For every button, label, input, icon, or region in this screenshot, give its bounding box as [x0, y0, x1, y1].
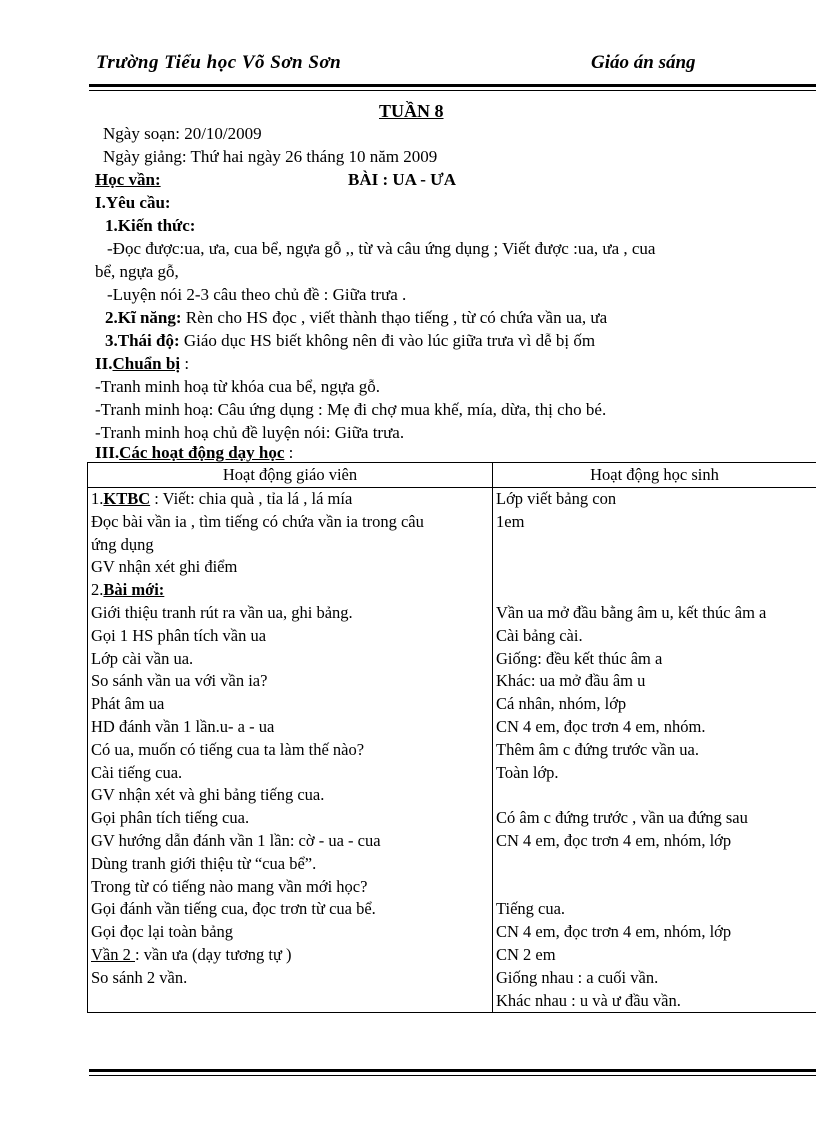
- teacher-column-header: Hoạt động giáo viên: [88, 463, 493, 488]
- teacher-line-post: Có ua, muốn có tiếng cua ta làm thế nào?: [91, 739, 365, 759]
- student-line: Tiếng cua.: [496, 899, 566, 919]
- preparation-item-2: -Tranh minh hoạ: Câu ứng dụng : Mẹ đi chợ mua khế, mía, dừa, thị cho bé.: [95, 400, 607, 419]
- teacher-line-post: GV nhận xét và ghi bảng tiếng cua.: [91, 785, 325, 805]
- teacher-line: [91, 876, 492, 899]
- student-line: Lớp viết bảng con: [496, 489, 617, 508]
- table-header-row: [88, 463, 816, 488]
- teacher-line-post: HD đánh vần 1 lần.u- a - ua: [91, 716, 275, 736]
- attitude-label: 3.Thái độ:: [105, 331, 180, 350]
- teacher-line-post: Giới thiệu tranh rút ra vần ua, ghi bảng.: [91, 602, 353, 622]
- student-line: CN 4 em, đọc trơn 4 em, nhóm, lớp: [496, 922, 732, 942]
- teacher-line: [91, 648, 492, 671]
- teacher-line-u: Vần 2: [91, 944, 135, 964]
- student-line: 1em: [496, 511, 525, 531]
- student-line: [496, 853, 816, 876]
- activities-prefix: III.: [95, 443, 120, 462]
- student-line: Cá nhân, nhóm, lớp: [496, 694, 627, 714]
- teacher-line-post: Phát âm ua: [91, 694, 165, 714]
- student-line: Thêm âm c đứng trước vần ua.: [496, 739, 700, 759]
- student-line: Vần ua mở đầu bằng âm u, kết thúc âm a: [496, 602, 767, 622]
- activities-suffix: :: [284, 443, 294, 462]
- attitude-line: [105, 329, 595, 352]
- teacher-line-pre: 1.: [91, 489, 104, 508]
- teacher-line-post: Dùng tranh giới thiệu từ “cua bể”.: [91, 853, 317, 873]
- header-rule-thin: [89, 90, 816, 91]
- student-column-header: Hoạt động học sinh: [493, 463, 816, 488]
- teacher-line: [91, 670, 492, 693]
- lesson-title: BÀI : UA - ƯA: [348, 170, 456, 189]
- teacher-line: [91, 739, 492, 762]
- teacher-line-post: Trong từ có tiếng nào mang vần mới học?: [91, 876, 368, 896]
- teacher-line: [91, 602, 492, 625]
- table-row: [88, 488, 816, 1013]
- preparation-heading: [95, 352, 189, 375]
- teacher-line-post: Cài tiếng cua.: [91, 762, 183, 782]
- teacher-line-post: : Viết: chia quà , tỉa lá , lá mía: [150, 489, 353, 508]
- teacher-line-post: Gọi đánh vần tiếng cua, đọc trơn từ cua bể.: [91, 899, 376, 919]
- teacher-line: [91, 898, 492, 921]
- activities-heading: [95, 441, 293, 464]
- teacher-line: [91, 488, 492, 511]
- teacher-line: [91, 625, 492, 648]
- teacher-line-post: Gọi phân tích tiếng cua.: [91, 808, 250, 828]
- student-line: CN 4 em, đọc trơn 4 em, nhóm, lớp: [496, 830, 732, 850]
- teacher-line-post: GV hướng dẫn đánh vần 1 lần: cờ - ua - cua: [91, 830, 381, 850]
- teacher-line: [91, 693, 492, 716]
- teacher-line-post: Đọc bài vần ia , tìm tiếng có chứa vần ia trong câu: [91, 511, 424, 531]
- subject-label: Học vần:: [95, 170, 161, 189]
- student-line: [496, 876, 816, 899]
- teacher-line: [91, 967, 492, 990]
- requirements-heading: I.Yêu cầu:: [95, 193, 171, 212]
- student-line: [496, 534, 816, 557]
- teacher-line: [91, 511, 492, 534]
- student-line: Khác nhau : u và ư đầu vần.: [496, 990, 681, 1010]
- teacher-line: [91, 921, 492, 944]
- teacher-line-post: So sánh vần ua với vần ia?: [91, 671, 268, 691]
- knowledge-line-1: -Đọc được:ua, ưa, cua bể, ngựa gỗ ,, từ và câu ứng dụng ; Viết được :ua, ưa , cua: [107, 239, 656, 258]
- preparation-item-3: -Tranh minh hoạ chủ đề luyện nói: Giữa trưa.: [95, 423, 405, 442]
- week-title: TUẦN 8: [379, 101, 444, 121]
- student-line: Có âm c đứng trước , vần ua đứng sau: [496, 808, 748, 828]
- activities-table: [87, 462, 816, 1013]
- teacher-line: [91, 556, 492, 579]
- knowledge-line-3: -Luyện nói 2-3 câu theo chủ đề : Giữa trưa .: [107, 285, 407, 304]
- teacher-line-post: ứng dụng: [91, 534, 154, 554]
- student-line: Toàn lớp.: [496, 762, 559, 782]
- teacher-line: [91, 534, 492, 557]
- preparation-item-1: -Tranh minh hoạ từ khóa cua bể, ngựa gỗ.: [95, 377, 381, 396]
- teacher-line: [91, 807, 492, 830]
- preparation-suffix: :: [180, 354, 190, 373]
- student-line: Giống: đều kết thúc âm a: [496, 648, 663, 668]
- prep-date: Ngày soạn: 20/10/2009: [103, 124, 262, 143]
- student-line: Cài bảng cài.: [496, 625, 583, 645]
- attitude-text: Giáo dục HS biết không nên đi vào lúc giữa trưa vì dễ bị ốm: [179, 331, 596, 350]
- lesson-plan-header: Giáo án sáng: [591, 52, 696, 73]
- skills-text: Rèn cho HS đọc , viết thành thạo tiếng , từ có chứa vần ua, ưa: [181, 308, 608, 327]
- teacher-line: [91, 990, 492, 1013]
- teacher-line: [91, 762, 492, 785]
- student-line: CN 4 em, đọc trơn 4 em, nhóm.: [496, 716, 706, 736]
- teacher-line-post: So sánh 2 vần.: [91, 967, 188, 987]
- teacher-line-post: : vần ưa (dạy tương tự ): [135, 944, 292, 964]
- student-line: Giống nhau : a cuối vần.: [496, 967, 659, 987]
- teacher-line-post: GV nhận xét ghi điểm: [91, 557, 238, 577]
- teacher-line-pre: 2.: [91, 580, 104, 600]
- teacher-line: [91, 784, 492, 807]
- skills-line: [105, 306, 607, 329]
- student-line: [496, 784, 816, 807]
- preparation-title: Chuẩn bị: [112, 354, 181, 373]
- teacher-line-post: Gọi đọc lại toàn bảng: [91, 922, 234, 942]
- teacher-activities-cell: [88, 488, 493, 1013]
- teacher-line-u: Bài mới:: [103, 580, 165, 600]
- school-name-header: Trường Tiểu học Võ Sơn Sơn: [96, 52, 342, 73]
- footer-rule-thick: [89, 1069, 816, 1072]
- student-line: [496, 556, 816, 579]
- teacher-line: [91, 830, 492, 853]
- preparation-prefix: II.: [95, 354, 113, 373]
- teacher-line: [91, 716, 492, 739]
- activities-title: Các hoạt động dạy học: [119, 443, 285, 462]
- teacher-line: [91, 853, 492, 876]
- header-rule-thick: [89, 84, 816, 87]
- teacher-line-u: KTBC: [103, 489, 151, 508]
- footer-rule-thin: [89, 1075, 816, 1076]
- teacher-line: [91, 579, 492, 602]
- teacher-line: [91, 944, 492, 967]
- teacher-line-post: Gọi 1 HS phân tích vần ua: [91, 625, 267, 645]
- student-line: CN 2 em: [496, 944, 556, 964]
- student-line: [496, 579, 816, 602]
- knowledge-line-2: bể, ngựa gỗ,: [95, 262, 179, 281]
- student-activities-cell: [493, 488, 816, 1013]
- student-line: Khác: ua mở đầu âm u: [496, 671, 646, 691]
- skills-label: 2.Kĩ năng:: [105, 308, 182, 327]
- teacher-line-post: Lớp cài vần ua.: [91, 648, 194, 668]
- knowledge-heading: 1.Kiến thức:: [105, 216, 196, 235]
- teach-date: Ngày giảng: Thứ hai ngày 26 tháng 10 năm 2009: [103, 147, 438, 166]
